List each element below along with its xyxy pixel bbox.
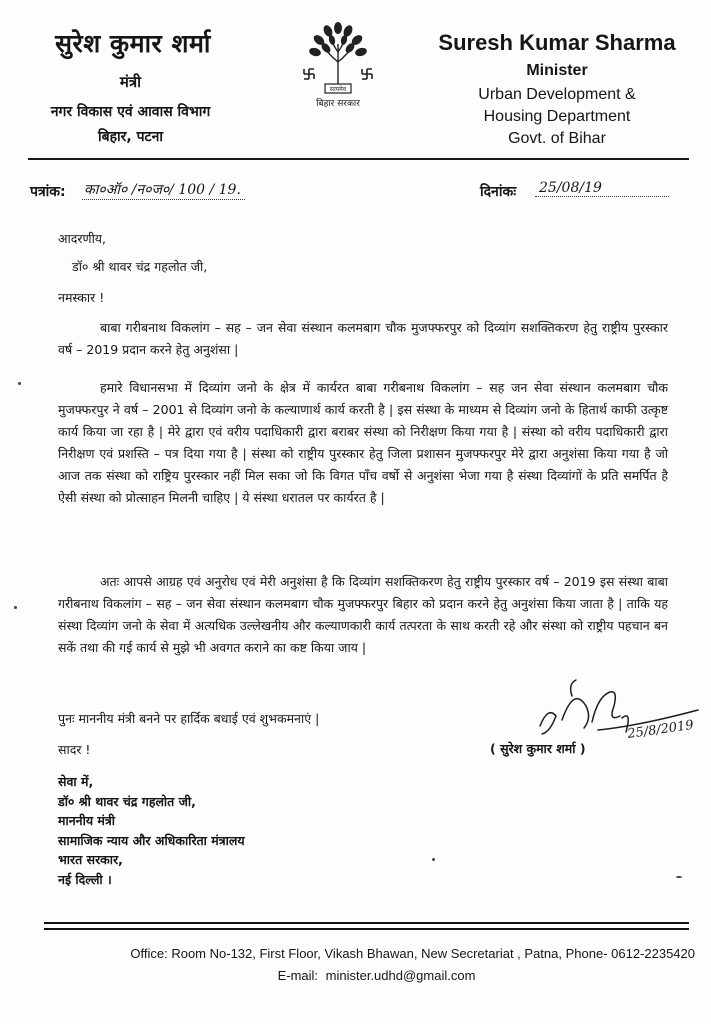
paper-speck xyxy=(18,382,21,385)
signature-date: 25/8/2019 xyxy=(626,717,695,742)
english-department-line2: Housing Department xyxy=(483,108,631,125)
signatory-name: ( सुरेश कुमार शर्मा ) xyxy=(490,741,586,756)
english-designation: Minister xyxy=(526,62,588,79)
footer-divider xyxy=(44,928,689,930)
recipient-city: नई दिल्ली । xyxy=(58,871,112,887)
recipient-block xyxy=(58,772,245,889)
reference-row xyxy=(30,180,690,206)
hindi-city: बिहार, पटना xyxy=(97,129,163,145)
date-value: 25/08/19 xyxy=(535,180,669,197)
emblem-text: सत्यमेव xyxy=(329,86,347,93)
closing: सादर ! xyxy=(58,742,91,757)
footer-email-address[interactable]: minister.udhd@gmail.com xyxy=(325,968,476,983)
english-govt: Govt. of Bihar xyxy=(508,130,606,147)
english-minister-name: Suresh Kumar Sharma xyxy=(438,30,676,55)
footer-email-label: E-mail: xyxy=(277,968,319,983)
footer-email xyxy=(0,968,711,983)
reference-number: का०ऑ० /न०ज०/ 100 / 19. xyxy=(82,180,245,200)
recipient-name: डॉ० श्री थावर चंद्र गहलोत जी, xyxy=(58,793,196,809)
recipient-government: भारत सरकार, xyxy=(58,852,123,867)
emblem-caption: बिहार सरकार xyxy=(316,99,360,109)
salutation: आदरणीय, xyxy=(58,231,107,246)
paper-speck xyxy=(14,606,17,609)
paragraph-subject: बाबा गरीबनाथ विकलांग – सह – जन सेवा संस्थान कलमबाग चौक मुजफ्फरपुर को दिव्यांग सशक्तिकरण हेतु राष्ट्रीय पुरस्कार वर्ष – 2019 प्रदान करने हेतु अनुशंसा | xyxy=(58,320,668,357)
recipient-line: सेवा में, xyxy=(58,774,94,789)
reference-label: पत्रांक: xyxy=(30,184,66,200)
hindi-minister-name: सुरेश कुमार शर्मा xyxy=(55,29,211,58)
paragraph-background: हमारे विधानसभा में दिव्यांग जनो के क्षेत्र में कार्यरत बाबा गरीबनाथ विकलांग – सह जन सेवा संस्थान कलमबाग चौक मुजफ्फरपुर ने वर्ष – 2001 से दिव्यांग जनो के कल्याणार्थ कार्य करती है | इस संस्था के माध्यम से दिव्यांग जनो के हितार्थ काफी उत्कृष्ट कार्य किया जा रहा है | मेरे द्वारा एवं वरीय पदाधिकारी द्वारा बराबर संस्था को निरीक्षण किया गया है | संस्था को वरीय पदाधिकारी द्वारा निरीक्षण एवं प्रशस्ति – पत्र दिया गया है | संस्था को राष्ट्रीय पुरस्कार हेतु जिला प्रशासन मुजफ्फरपुर मेरे द्वारा अनुशंसा किया गया है जो आज तक संस्था को राष्ट्रिय पुरस्कार नहीं मिल सका जो कि विगत पाँच वर्षो से अनुशंसा भेजा गया है संस्था दिव्यांगों के प्रति समर्पित है ऐसी संस्था को प्रोत्साहन मिलनी चाहिए | ये संस्था धरातल पर कार्यरत है | xyxy=(58,380,668,505)
greeting: नमस्कार ! xyxy=(58,290,105,305)
addressee: डॉ० श्री थावर चंद्र गहलोत जी, xyxy=(72,259,208,274)
letterhead-divider xyxy=(28,158,689,160)
recipient-ministry: सामाजिक न्याय और अधिकारिता मंत्रालय xyxy=(58,832,245,848)
recipient-designation: माननीय मंत्री xyxy=(58,813,116,828)
paper-speck xyxy=(676,876,682,878)
english-department-line1: Urban Development & xyxy=(478,86,636,103)
paragraph-request: अतः आपसे आग्रह एवं अनुरोध एवं मेरी अनुशंसा है कि दिव्यांग सशक्तिकरण हेतु राष्ट्रीय पुरस्कार वर्ष – 2019 इस संस्था बाबा गरीबनाथ विकलांग – सह – जन सेवा संस्थान कलमबाग चौक मुजफ्फरपुर बिहार को प्रदान करने हेतु अनुशंसा किया जाता है | ताकि यह संस्था दिव्यांग जनो के सेवा में अत्यधिक उल्लेखनीय और कल्याणकारी कार्य तत्परता के साथ करती रहे और संस्था को राष्ट्रीय पहचान बन सकें तथा की गई कार्य से मुझे भी अवगत कराने का कष्ट किया जाय | xyxy=(58,574,668,655)
paper-speck xyxy=(432,858,435,861)
hindi-designation: मंत्री xyxy=(119,73,142,91)
closing-wishes: पुनः माननीय मंत्री बनने पर हार्दिक बधाई एवं शुभकमनाएं | xyxy=(58,711,320,726)
date-label: दिनांकः xyxy=(480,184,517,200)
signature-icon xyxy=(528,676,711,748)
footer-divider xyxy=(44,922,689,924)
footer-address: Office: Room No-132, First Floor, Vikash Bhawan, New Secretariat , Patna, Phone- 0612-2235420 xyxy=(130,946,695,961)
hindi-department: नगर विकास एवं आवास विभाग xyxy=(50,104,211,120)
